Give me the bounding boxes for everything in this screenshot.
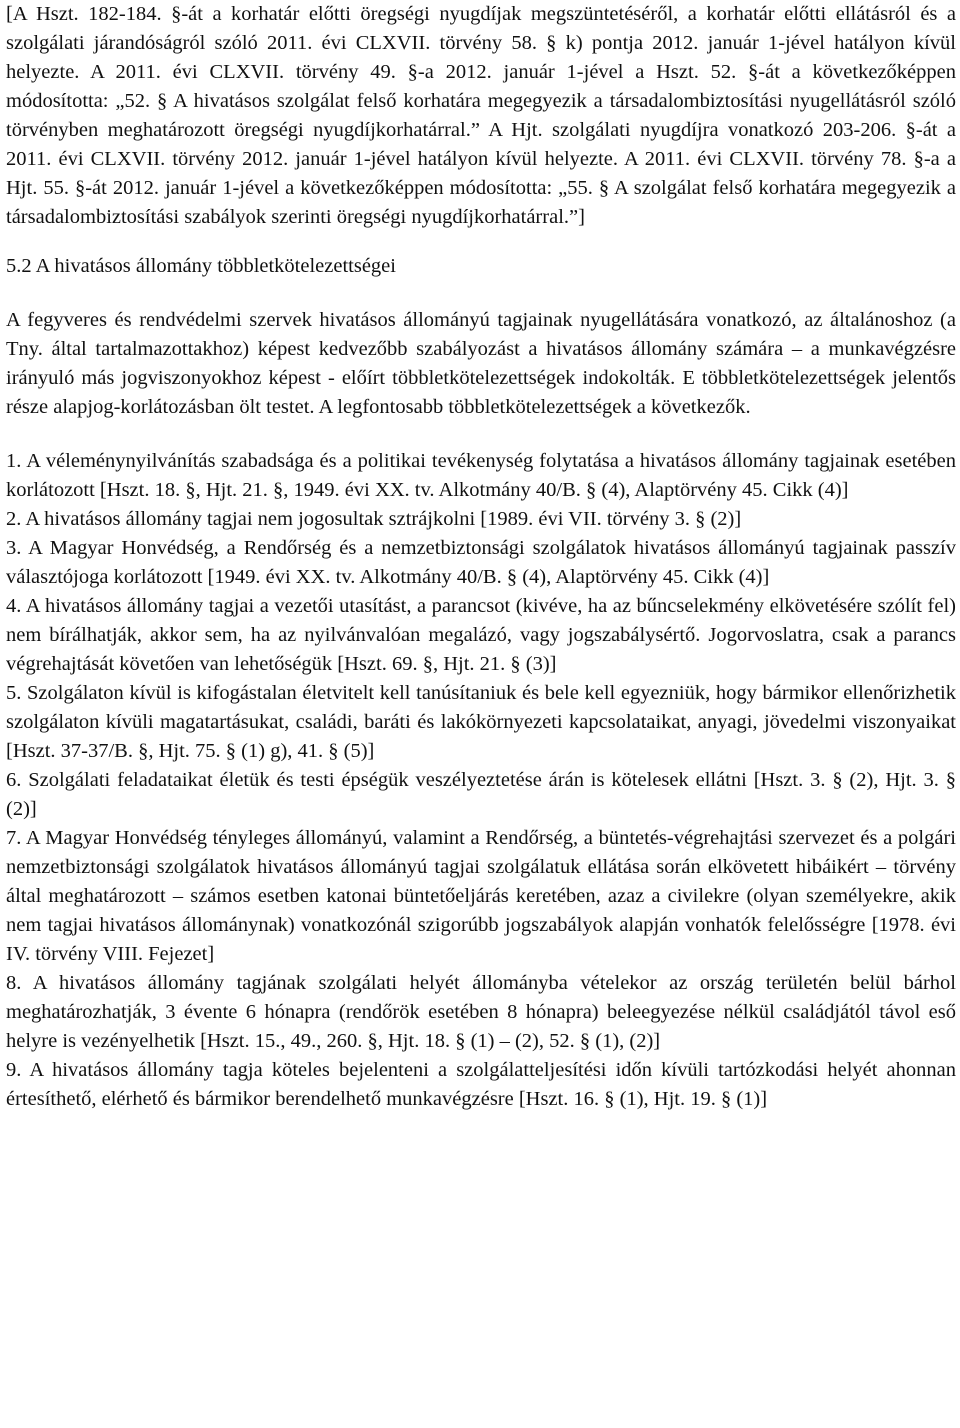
list-item: 4. A hivatásos állomány tagjai a vezetői utasítást, a parancsot (kivéve, ha az bűncselekmény elkövetésére szólít fel) nem bírálhatják, akkor sem, ha az nyilvánvalóan megalázó, vagy jogszabálysértő. Jogorvoslatra, csak a parancs végrehajtását követően van lehetőségük [Hszt. 69. §, Hjt. 21. § (3)] [6,595,956,675]
document-page [6,0,956,1114]
list-item: 7. A Magyar Honvédség tényleges állományú, valamint a Rendőrség, a büntetés-végrehajtási szervezet és a polgári nemzetbiztonsági szolgálatok hivatásos állományú tagjai szolgálatuk ellátása során elkövetett hibáikért – törvény által meghatározott – számos esetben katonai büntetőeljárás keretében, azaz a civilekre (olyan személyekre, akik nem tagjai hivatásos állománynak) vonatkozónál szigorúbb jogszabályok alapján vonhatók felelősségre [1978. évi IV. törvény VIII. Fejezet] [6,827,956,965]
section-intro-paragraph: A fegyveres és rendvédelmi szervek hivatásos állományú tagjainak nyugellátására vonatkozó, az általánoshoz (a Tny. által tartalmazottakhoz) képest kedvezőbb szabályozást a hivatásos állomány számára – a munkavégzésre irányuló más jogviszonyokhoz képest - előírt többletkötelezettségek indokolták. E többletkötelezettségek jelentős része alapjog-korlátozásban ölt testet. A legfontosabb többletkötelezettségek a következők. [6,309,956,418]
list-item: 8. A hivatásos állomány tagjának szolgálati helyét állományba vételekor az ország területén belül bárhol meghatározhatják, 3 évente 6 hónapra (rendőrök esetében 8 hónapra) beleegyezése nélkül családjától távol eső helyre is vezényelhetik [Hszt. 15., 49., 260. §, Hjt. 18. § (1) – (2), 52. § (1), (2)] [6,972,956,1052]
obligations-list [6,447,956,1114]
section-heading: 5.2 A hivatásos állomány többletkötelezettségei [6,255,396,277]
spacer [6,422,956,447]
list-item: 9. A hivatásos állomány tagja köteles bejelenteni a szolgálatteljesítési időn kívüli tartózkodási helyét ahonnan értesíthető, elérhető és bármikor berendelhető munkavégzésre [Hszt. 16. § (1), Hjt. 19. § (1)] [6,1059,956,1110]
list-item: 2. A hivatásos állomány tagjai nem jogosultak sztrájkolni [1989. évi VII. törvény 3. § (2)] [6,508,742,530]
list-item: 5. Szolgálaton kívül is kifogástalan életvitelt kell tanúsítaniuk és bele kell egyezniük, hogy bármikor ellenőrizhetik szolgálaton kívüli magatartásukat, családi, baráti és lakókörnyezeti kapcsolataikat, anyagi, jövedelmi viszonyaikat [Hszt. 37-37/B. §, Hjt. 75. § (1) g), 41. § (5)] [6,682,956,762]
list-item: 6. Szolgálati feladataikat életük és testi épségük veszélyeztetése árán is kötelesek ellátni [Hszt. 3. § (2), Hjt. 3. § (2)] [6,769,956,820]
list-item: 3. A Magyar Honvédség, a Rendőrség és a nemzetbiztonsági szolgálatok hivatásos állományú tagjainak passzív választójoga korlátozott [1949. évi XX. tv. Alkotmány 40/B. § (4), Alaptörvény 45. Cikk (4)] [6,537,956,588]
list-item: 1. A véleménynyilvánítás szabadsága és a politikai tevékenység folytatása a hivatásos állomány tagjainak esetében korlátozott [Hszt. 18. §, Hjt. 21. §, 1949. évi XX. tv. Alkotmány 40/B. § (4), Alaptörvény 45. Cikk (4)] [6,450,956,501]
spacer [6,281,956,306]
intro-note-paragraph: [A Hszt. 182-184. §-át a korhatár előtti öregségi nyugdíjak megszüntetéséről, a korhatár előtti ellátásról és a szolgálati járandóságról szóló 2011. évi CLXVII. törvény 58. § k) pontja 2012. január 1-jével hatályon kívül helyezte. A 2011. évi CLXVII. törvény 49. §-a 2012. január 1-jével a Hszt. 52. §-át a következőképpen módosította: „52. § A hivatásos szolgálat felső korhatára megegyezik a társadalombiztosítási nyugellátásról szóló törvényben meghatározott öregségi nyugdíjkorhatárral.” A Hjt. szolgálati nyugdíjra vonatkozó 203-206. §-át a 2011. évi CLXVII. törvény 2012. január 1-jével hatályon kívül helyezte. A 2011. évi CLXVII. törvény 78. §-a a Hjt. 55. §-át 2012. január 1-jével a következőképpen módosította: „55. § A szolgálat felső korhatára megegyezik a társadalombiztosítási szabályok szerinti öregségi nyugdíjkorhatárral.”] [6,3,956,228]
spacer [6,232,956,252]
